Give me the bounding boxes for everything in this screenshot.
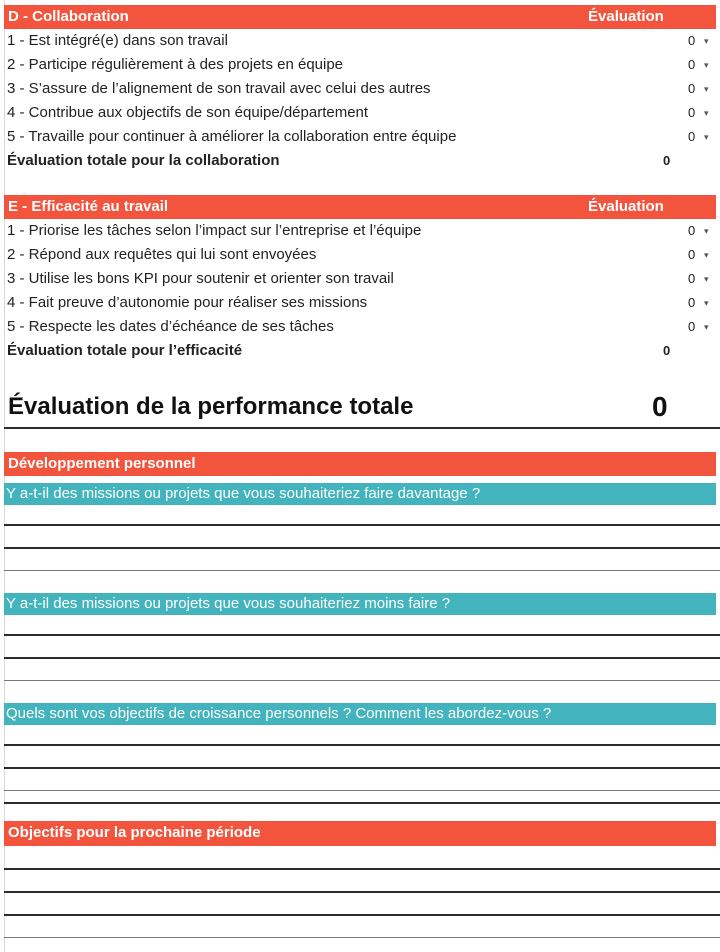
section-e-item-5 [4,315,716,339]
section-d-item-4 [4,101,716,125]
chevron-down-icon[interactable]: ▾ [704,250,709,260]
item-label: 3 - S’assure de l’alignement de son travail avec celui des autres [7,80,431,97]
answer-line[interactable] [4,680,720,681]
chevron-down-icon[interactable]: ▾ [704,298,709,308]
overall-performance-value: 0 [652,391,668,422]
chevron-down-icon[interactable]: ▾ [704,84,709,94]
total-value: 0 [663,153,671,168]
chevron-down-icon[interactable]: ▾ [704,132,709,142]
section-d-header [4,5,716,29]
item-label: 2 - Participe régulièrement à des projets en équipe [7,56,344,73]
objectives-title: Objectifs pour la prochaine période [8,824,261,841]
section-e-item-4 [4,291,716,315]
question-3 [4,703,716,725]
answer-line[interactable] [4,570,720,571]
answer-line[interactable] [4,634,720,636]
question-text: Y a-t-il des missions ou projets que vous souhaiteriez faire davantage ? [6,485,481,502]
chevron-down-icon[interactable]: ▾ [704,36,709,46]
score-dropdown[interactable]: 0 [688,247,696,262]
divider [4,427,720,429]
section-e-title: E - Efficacité au travail [8,198,169,215]
answer-line[interactable] [4,547,720,549]
section-d-title: D - Collaboration [8,8,129,25]
overall-performance-label: Évaluation de la performance totale [8,393,414,420]
answer-line[interactable] [4,868,720,870]
question-text: Quels sont vos objectifs de croissance personnels ? Comment les abordez-vous ? [6,705,552,722]
item-label: 2 - Répond aux requêtes qui lui sont envoyées [7,246,317,263]
chevron-down-icon[interactable]: ▾ [704,274,709,284]
score-dropdown[interactable]: 0 [688,271,696,286]
item-label: 5 - Respecte les dates d’échéance de ses tâches [7,318,334,335]
item-label: 5 - Travaille pour continuer à améliorer la collaboration entre équipe [7,128,457,145]
score-dropdown[interactable]: 0 [688,33,696,48]
section-d-eval-label: Évaluation [588,8,664,25]
item-label: 4 - Contribue aux objectifs de son équipe/département [7,104,369,121]
section-e-item-1 [4,219,716,243]
answer-line[interactable] [4,937,720,938]
section-d-item-1 [4,29,716,53]
score-dropdown[interactable]: 0 [688,57,696,72]
section-d-item-5 [4,125,716,149]
item-label: 3 - Utilise les bons KPI pour soutenir et orienter son travail [7,270,394,287]
section-e-total-row [4,339,716,363]
development-header [4,452,716,476]
item-label: 1 - Priorise les tâches selon l’impact sur l’entreprise et l’équipe [7,222,422,239]
section-d-item-2 [4,53,716,77]
objectives-header [4,821,716,846]
score-dropdown[interactable]: 0 [688,105,696,120]
section-e-eval-label: Évaluation [588,198,664,215]
chevron-down-icon[interactable]: ▾ [704,60,709,70]
question-2 [4,593,716,615]
answer-line[interactable] [4,524,720,526]
section-e-item-2 [4,243,716,267]
total-label: Évaluation totale pour la collaboration [7,152,280,169]
total-value: 0 [663,343,671,358]
section-d-total-row [4,149,716,173]
answer-line[interactable] [4,914,720,916]
total-label: Évaluation totale pour l’efficacité [7,342,243,359]
item-label: 1 - Est intégré(e) dans son travail [7,32,228,49]
divider [4,802,720,804]
chevron-down-icon[interactable]: ▾ [704,226,709,236]
section-e-item-3 [4,267,716,291]
score-dropdown[interactable]: 0 [688,295,696,310]
answer-line[interactable] [4,767,720,769]
chevron-down-icon[interactable]: ▾ [704,108,709,118]
score-dropdown[interactable]: 0 [688,129,696,144]
item-label: 4 - Fait preuve d’autonomie pour réaliser ses missions [7,294,368,311]
score-dropdown[interactable]: 0 [688,223,696,238]
question-1 [4,483,716,505]
score-dropdown[interactable]: 0 [688,319,696,334]
section-d-item-3 [4,77,716,101]
chevron-down-icon[interactable]: ▾ [704,322,709,332]
answer-line[interactable] [4,790,720,791]
answer-line[interactable] [4,657,720,659]
answer-line[interactable] [4,891,720,893]
answer-line[interactable] [4,744,720,746]
score-dropdown[interactable]: 0 [688,81,696,96]
question-text: Y a-t-il des missions ou projets que vous souhaiteriez moins faire ? [6,595,451,612]
development-title: Développement personnel [8,455,196,472]
section-e-header [4,195,716,219]
